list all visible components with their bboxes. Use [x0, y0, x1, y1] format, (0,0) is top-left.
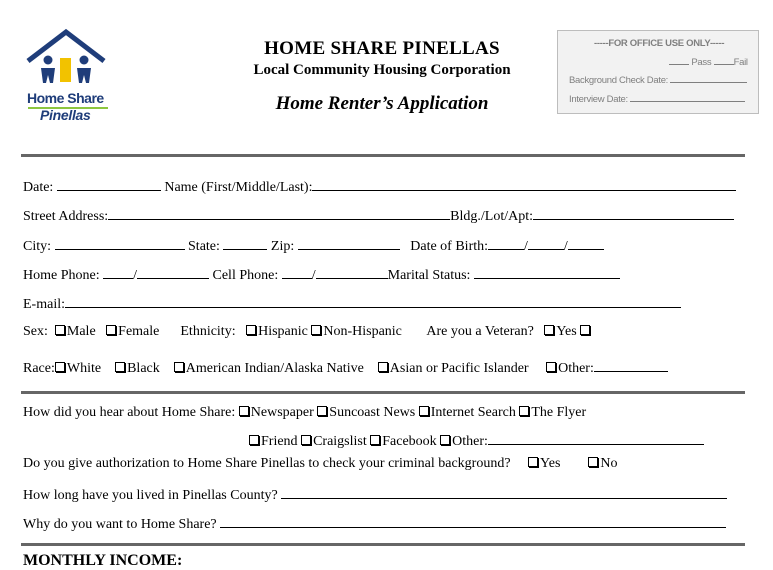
hispanic-checkbox[interactable]: [246, 325, 256, 335]
sex-label: Sex:: [23, 324, 48, 339]
authorize-label: Do you give authorization to Home Share Pinellas to check your criminal background?: [23, 456, 511, 471]
cell-phone-field[interactable]: [316, 265, 388, 279]
newspaper-checkbox[interactable]: [239, 406, 249, 416]
how-long-label: How long have you lived in Pinellas County?: [23, 488, 278, 503]
suncoast-label: Suncoast News: [329, 405, 416, 420]
bg-check-label: Background Check Date:: [569, 75, 669, 86]
divider: [21, 154, 745, 157]
authorize-yes-checkbox[interactable]: [528, 457, 538, 467]
org-subtitle: Local Community Housing Corporation: [253, 62, 511, 78]
cell-phone-label: Cell Phone:: [212, 268, 279, 283]
veteran-yes-label: Yes: [556, 324, 577, 339]
why-label: Why do you want to Home Share?: [23, 517, 217, 532]
pass-blank[interactable]: [669, 55, 689, 65]
race-other-field[interactable]: [594, 358, 668, 372]
craigslist-label: Craigslist: [313, 434, 367, 449]
ethnicity-label: Ethnicity:: [180, 324, 236, 339]
veteran-yes-checkbox[interactable]: [544, 325, 554, 335]
friend-label: Friend: [261, 434, 298, 449]
native-checkbox[interactable]: [174, 362, 184, 372]
non-hispanic-checkbox[interactable]: [311, 325, 321, 335]
fail-blank[interactable]: [714, 55, 734, 65]
interview-field[interactable]: [630, 92, 745, 102]
hispanic-label: Hispanic: [258, 324, 308, 339]
name-label: Name (First/Middle/Last):: [164, 180, 313, 195]
dob-day-field[interactable]: [528, 236, 564, 250]
native-label: American Indian/Alaska Native: [185, 361, 364, 376]
asian-checkbox[interactable]: [378, 362, 388, 372]
black-label: Black: [127, 361, 160, 376]
interview-row: [569, 92, 745, 105]
newspaper-label: Newspaper: [250, 405, 314, 420]
state-field[interactable]: [223, 236, 267, 250]
office-use-box: [557, 30, 759, 114]
bg-check-row: [569, 73, 747, 86]
race-other-checkbox[interactable]: [546, 362, 556, 372]
female-label: Female: [118, 324, 160, 339]
facebook-checkbox[interactable]: [370, 435, 380, 445]
row-how-long: [23, 485, 727, 504]
state-label: State:: [188, 239, 220, 254]
row-phones: [23, 265, 620, 284]
male-checkbox[interactable]: [55, 325, 65, 335]
logo-text-home-share: Home Share: [27, 90, 104, 106]
pass-label: Pass: [691, 57, 712, 68]
divider: [21, 543, 745, 546]
row-email: [23, 294, 681, 313]
form-title: Home Renter’s Application: [275, 93, 489, 114]
office-use-title: -----FOR OFFICE USE ONLY-----: [594, 38, 725, 49]
street-label: Street Address:: [23, 209, 109, 224]
male-label: Male: [66, 324, 96, 339]
date-label: Date:: [23, 180, 54, 195]
home-phone-field[interactable]: [137, 265, 209, 279]
zip-label: Zip:: [270, 239, 295, 254]
internet-label: Internet Search: [430, 405, 516, 420]
how-long-field[interactable]: [281, 485, 727, 499]
non-hispanic-label: Non-Hispanic: [323, 324, 402, 339]
authorize-yes-label: Yes: [540, 456, 561, 471]
craigslist-checkbox[interactable]: [301, 435, 311, 445]
flyer-checkbox[interactable]: [519, 406, 529, 416]
hear-other-field[interactable]: [488, 431, 704, 445]
cell-area-field[interactable]: [282, 265, 312, 279]
suncoast-checkbox[interactable]: [317, 406, 327, 416]
bldg-label: Bldg./Lot/Apt:: [450, 209, 533, 224]
hear-other-label: Other:: [452, 434, 488, 449]
name-field[interactable]: [312, 177, 736, 191]
row-race: [23, 358, 668, 377]
row-city: [23, 236, 604, 255]
phone-slash: /: [133, 268, 137, 283]
row-sex-ethnicity: [23, 324, 592, 340]
bg-check-field[interactable]: [670, 73, 747, 83]
dob-year-field[interactable]: [568, 236, 604, 250]
hear-label: How did you hear about Home Share:: [23, 405, 236, 420]
why-field[interactable]: [220, 514, 726, 528]
race-other-label: Other:: [558, 361, 594, 376]
row-hear-2: [249, 431, 704, 450]
fail-label: Fail: [733, 57, 748, 68]
friend-checkbox[interactable]: [249, 435, 259, 445]
email-field[interactable]: [65, 294, 681, 308]
row-street: [23, 206, 734, 225]
dob-label: Date of Birth:: [410, 239, 489, 254]
monthly-income-heading: MONTHLY INCOME:: [23, 552, 183, 569]
street-field[interactable]: [108, 206, 450, 220]
date-field[interactable]: [57, 177, 161, 191]
flyer-label: The Flyer: [531, 405, 587, 420]
row-why: [23, 514, 726, 533]
dob-slash: /: [563, 239, 568, 254]
hear-other-checkbox[interactable]: [440, 435, 450, 445]
authorize-no-label: No: [600, 456, 618, 471]
white-checkbox[interactable]: [55, 362, 65, 372]
row-authorize: [23, 456, 618, 472]
authorize-no-checkbox[interactable]: [588, 457, 598, 467]
dob-month-field[interactable]: [488, 236, 524, 250]
dob-slash: /: [524, 239, 528, 254]
home-area-field[interactable]: [103, 265, 133, 279]
city-label: City:: [23, 239, 52, 254]
row-hear-1: [23, 405, 586, 421]
city-field[interactable]: [55, 236, 185, 250]
row-date-name: [23, 177, 736, 196]
marital-label: Marital Status:: [387, 268, 471, 283]
internet-checkbox[interactable]: [419, 406, 429, 416]
email-label: E-mail:: [23, 297, 65, 312]
phone-slash: /: [311, 268, 316, 283]
bldg-field[interactable]: [533, 206, 734, 220]
facebook-label: Facebook: [382, 434, 437, 449]
zip-field[interactable]: [298, 236, 400, 250]
org-title: HOME SHARE PINELLAS: [264, 38, 500, 59]
white-label: White: [66, 361, 102, 376]
veteran-label: Are you a Veteran?: [426, 324, 534, 339]
logo-text-pinellas: Pinellas: [40, 107, 91, 123]
office-pass-fail: [669, 55, 748, 68]
marital-field[interactable]: [474, 265, 620, 279]
interview-label: Interview Date:: [569, 94, 628, 105]
female-checkbox[interactable]: [106, 325, 116, 335]
black-checkbox[interactable]: [115, 362, 125, 372]
divider: [21, 391, 745, 394]
veteran-no-checkbox[interactable]: [580, 325, 590, 335]
race-label: Race:: [23, 361, 55, 376]
asian-label: Asian or Pacific Islander: [389, 361, 529, 376]
home-phone-label: Home Phone:: [23, 268, 100, 283]
